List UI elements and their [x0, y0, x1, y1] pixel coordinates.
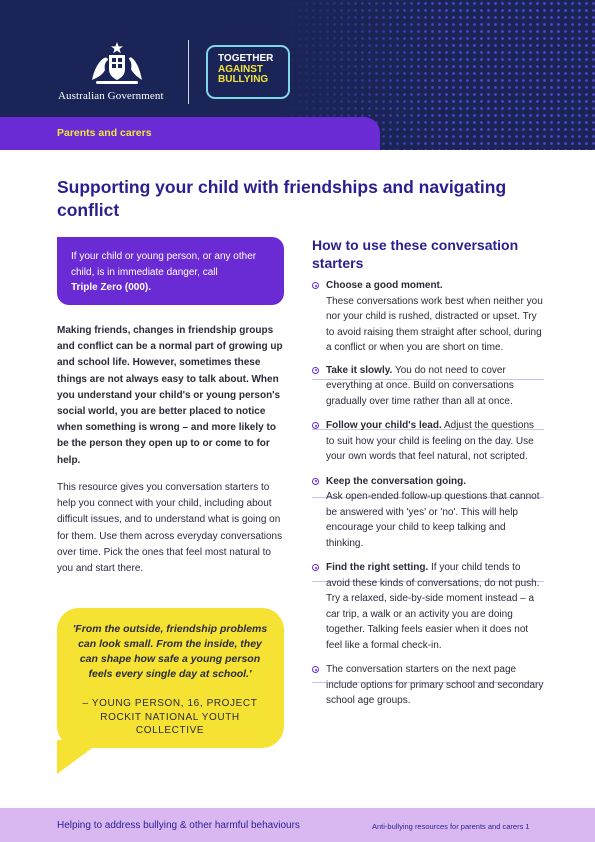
item-lead: Choose a good moment.	[326, 280, 443, 291]
intro-bold-paragraph: Making friends, changes in friendship groups and conflict can be a normal part of growing up and school life. However, sometimes these things are not always easy to talk about. When you understand your child's or young person's social world, you are better placed to notice when something is wrong – and more likely to be the person they open up to or come to for help.	[57, 325, 283, 466]
item-lead: Take it slowly.	[326, 364, 393, 376]
item-text: These conversations work best when neither you nor your child is rushed, distracted or upset. Try to avoid raising them straight after school, during a conflict or when you are short on time.	[326, 295, 543, 353]
item-text: You do not need to cover everything at once. Build on conversations gradually over time rather than all at once.	[326, 364, 514, 407]
section-label: Parents and carers	[57, 127, 152, 139]
quote-attribution: – YOUNG PERSON, 16, PROJECT ROCKIT NATIONAL YOUTH COLLECTIVE	[82, 698, 258, 736]
logo-line-3: BULLYING	[218, 74, 269, 85]
bullet-icon	[312, 422, 319, 429]
item-lead: Keep the conversation going.	[326, 475, 467, 487]
list-item	[312, 662, 544, 709]
list-item	[312, 278, 544, 356]
together-against-bullying-logo	[206, 45, 290, 99]
page-title: Supporting your child with friendships and navigating conflict	[57, 177, 507, 220]
coat-of-arms-icon	[82, 40, 152, 86]
list-item	[312, 474, 544, 552]
bullet-icon	[312, 564, 319, 571]
howto-list	[312, 278, 544, 709]
alert-text: If your child or young person, or any other child, is in immediate danger, call	[71, 251, 257, 278]
bullet-icon	[312, 367, 319, 374]
bullet-icon	[312, 478, 319, 485]
government-name: Australian Government	[58, 90, 164, 102]
bullet-icon	[312, 282, 319, 289]
quote-text: 'From the outside, friendship problems can look small. From the inside, they can shape how safe a young person feels every single day at school.'	[72, 623, 268, 680]
footer-tagline: Helping to address bullying & other harmful behaviours	[57, 820, 300, 831]
government-logo	[58, 40, 176, 110]
emergency-alert-box	[57, 237, 284, 305]
page-number: 1	[525, 822, 530, 831]
bullet-icon	[312, 666, 319, 673]
item-lead: Follow your child's lead.	[326, 420, 442, 431]
list-item	[312, 560, 544, 653]
footer-resource-title: Anti-bullying resources for parents and carers	[372, 822, 524, 831]
howto-heading: How to use these conversation starters	[312, 237, 519, 271]
footer-page-info	[372, 822, 530, 831]
header-divider	[188, 40, 189, 104]
logo-line-2: AGAINST	[218, 63, 263, 75]
item-text: If your child tends to avoid these kinds of conversations, do not push. Try a relaxed, side-by-side moment instead – a car trip, a walk or an activity you are doing together. Talking feels easier when it does not feel like a formal check-in.	[326, 562, 540, 651]
item-lead: Find the right setting.	[326, 562, 429, 573]
item-text: The conversation starters on the next page include options for primary school and secondary school age groups.	[326, 664, 544, 706]
logo-line-1: TOGETHER	[218, 53, 274, 64]
quote-bubble-tail	[57, 740, 103, 774]
item-text: Ask open-ended follow-up questions that cannot be answered with 'yes' or 'no'. This will help encourage your child to keep talking and thinking.	[326, 491, 540, 549]
alert-emphasis: Triple Zero (000).	[71, 282, 152, 293]
list-item	[312, 418, 544, 465]
list-item	[312, 363, 544, 410]
intro-paragraph: This resource gives you conversation starters to help you connect with your child, including about difficult issues, and to understand what is going on for them. Use them across everyday conversations over time. Pick the ones that feel most natural to you and start there.	[57, 482, 283, 575]
item-text: Adjust the questions to suit how your child is feeling on the day. Use your own words that feel natural, not scripted.	[326, 420, 535, 462]
